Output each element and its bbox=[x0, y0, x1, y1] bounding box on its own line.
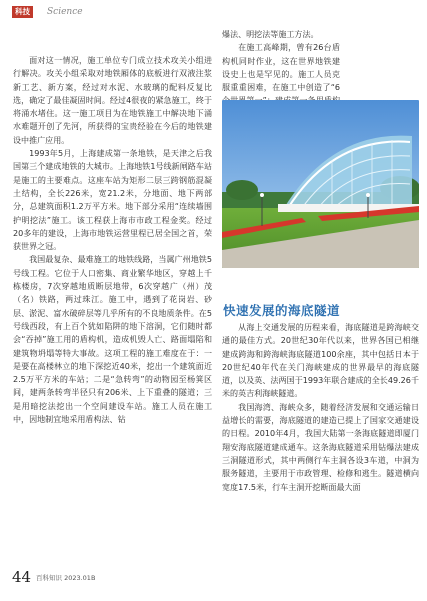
right-column-bottom-text bbox=[222, 321, 419, 494]
section-title-en: Science bbox=[47, 7, 83, 17]
paragraph: 从海上交通发展的历程来看，海底隧道是跨海峡交通的最佳方式。20世纪30年代以来，世界各国已相继建成跨海和跨海峡海底隧道100余座，其中包括日本于20世纪40年代在关门海峡建成的世界最早的海底隧道，以及英、法两国于1993年联合建成的全长49.26千米的英吉利海峡隧道。 bbox=[222, 323, 419, 399]
paragraph: 在施工高峰期，曾有26台盾构机同时作业，这在世界地铁建设史上也是罕见的。施工人员克服重重困难，在施工中创造了“6 bbox=[222, 43, 340, 93]
station-entrance-illustration bbox=[222, 100, 419, 268]
paragraph: 我国海湾、海峡众多，随着经济发展和交通运输日益增长的需要，海底隧道的建造已提上了国家交通建设的日程。2010年4月，我国大陆第一条海底隧道即厦门翔安海底隧道建成通车。这条海底隧道采用钻爆法建成三洞隧道形式，其中两侧行车主洞各设3车道，中洞为服务隧道，主要用于市政管理、检修和逃生。隧道横向宽度17.5米，行车主洞开挖断面最大面 bbox=[222, 402, 419, 492]
page-number: 44 bbox=[12, 568, 32, 586]
paragraph: 1993年5月，上海建成第一条地铁，是天津之后我国第三个建成地铁的大城市。上海地铁1号线新闸路车站是施工的主要难点。这座车站为矩形二层三跨钢筋混凝土结构，全长226米，宽21.2米，分地面、地下两部分，总建筑面积1.2万平方米。地下部分采用“连续墙围护明挖法”施工。该工程获上海市市政工程金奖。经过20多年的建设，上海市地铁运营里程已居全国之首，荣获世界之冠。 bbox=[13, 149, 212, 252]
section-heading: 快速发展的海底隧道 bbox=[223, 303, 341, 318]
paragraph: 面对这一情况，施工单位专门成立技术攻关小组进行解决。攻关小组采取对地铁厢体的底板进行双液注浆新工艺、新方案，经过对水泥、水玻璃的配料反复比选，确定了最佳凝固时间。经过4很夜的紧急施工，终于将涌水堵住。这一施工项目为在地铁施工中解决地下涌水难题开创了先河，所获得的宝贵经验在今后的地铁建设中推广应用。 bbox=[13, 56, 212, 145]
issue-label: 百科知识 2023.01B bbox=[36, 574, 96, 582]
paragraph: 我国最复杂、最难施工的地铁线路，当属广州地铁5号线工程。它位于人口密集、商业繁华地区，穿越上千栋楼房，7次穿越地质断层地带，6次穿越广（州）茂（名）铁路，两过珠江。施工中，遇到了花岗岩、砂层、淤泥、富水破碎层等几乎所有的不良地质条件。在5号线西段，有上百个犹如陷阱的地下溶洞，它们随时都会“吞掉”施工用的盾构机，造成机毁人亡、路面塌陷和建筑物坍塌等特大事故。这项工程的施工难度在于：一是要在高楼林立的地下深挖近40米，挖出一个建筑面近2.5万平方米的车站；二是“急转弯”的动物园至杨箕区间，建两条转弯半径只有206米、上下重叠的隧道；三是用暗挖法挖出一个空间建设车站。施工人员在施工中，因地制宜地采用盾构法、钻 bbox=[13, 255, 212, 425]
paragraph: 爆法、明挖法等施工方法。 bbox=[222, 30, 319, 39]
subway-station-photo bbox=[222, 100, 419, 268]
section-tag: 科技 bbox=[12, 6, 33, 18]
left-column-text bbox=[13, 54, 212, 426]
